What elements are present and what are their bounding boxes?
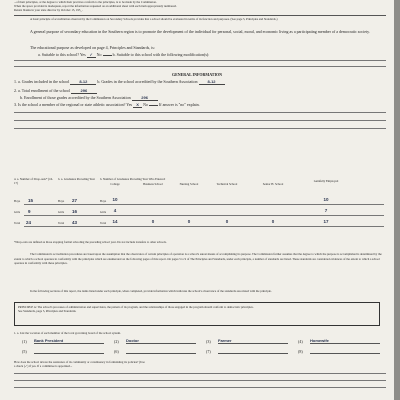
q4-row-rule-3 [24,226,384,227]
top-rule [14,15,386,16]
q4-row-girls-college-label: Girls [100,210,106,214]
suitability-question [38,52,378,58]
principle-a-see-also: See Standards, page 5, Principles and Standards. [18,309,77,314]
q4-row-total-label: Total [14,221,21,225]
q4-girls-dropouts: 9 [28,209,31,214]
vocation-4-number: (4) [298,339,303,344]
q4-row-boys-college-label: Boys [100,199,107,203]
modification-line-2 [14,66,386,67]
q1b-label: b. Grades in the school accredited by the Southern Association [97,79,198,84]
vocation-2-number: (2) [114,339,119,344]
q4-total-senior: 0 [271,219,275,224]
q3-yes-check: X [133,102,142,108]
community-question [14,361,386,369]
vocation-8-number: (8) [298,349,303,354]
page-edge-shadow [394,0,400,400]
q4-entered-header: b. Number of Graduates Preceding Year Who Entered: [100,177,166,181]
question-4-table [14,178,394,236]
vocation-2-value: Doctor [126,338,196,344]
q4-row-rule-2 [24,215,384,216]
community-question-line-2: a check (✓) if yes. If a committee is appointed... [14,363,73,368]
q4-total-college: 14 [112,219,118,224]
q4-boys-dropouts: 15 [28,198,34,203]
q1b-value: 8-12 [199,79,225,85]
intro-paragraph-2: A general purpose of secondary education in the Southern region is to promote the development of the individual for personal, social, moral, and economic living as a participating member of a democratic society. [30,29,370,34]
q4-dropouts-header: 4. a. Number of Drop-outs* (16-17) [14,177,54,185]
q4-col-senior: Senior H. School [262,182,284,186]
question-2b [20,95,394,101]
q4-total-employed: 17 [323,219,329,224]
community-answer-line-2 [14,380,386,381]
top-line-1: ...of their principles, or the degree to which their practices conform to the principles, is to be made by the Commission. [14,0,157,4]
q4-boys-graduates: 27 [72,198,78,203]
suitable-yes-check: ✓ [87,52,96,58]
q3-explain-label: If answer is "no" explain. [158,102,200,107]
community-answer-line-3 [14,387,386,388]
q4-total-graduates: 43 [72,220,78,225]
q4-row-girls-label: Girls [14,210,20,214]
board-vocation-question: 1. a. List the vocation of each member of the local governing board of the school system. [14,331,121,335]
q4-boys-college: 10 [112,197,118,202]
question-1 [14,79,394,85]
q4-row-boys-label: Boys [14,199,21,203]
q1a-value: 8-12 [70,79,96,85]
q4-col-college: College [110,182,120,186]
q2b-label: b. Enrollment of those grades accredited by the Southern Association [20,95,131,100]
general-information-heading: GENERAL INFORMATION [171,72,223,77]
q4-total-nursing: 0 [187,219,191,224]
question-3 [14,102,394,108]
q4-graduates-header: b. a. Graduates Preceding Year [58,177,95,181]
q3-explain-line-3 [14,128,386,129]
principles-paragraph-1: The Commission's accreditation procedures are based upon the assumption that the observance of certain principles of operation is a school's surest means of accomplishing its purpose. The Commission further assumes that the degree to which the purpose is accomplished is determined by the extent to which a school operates in conformity with the principles which are enumerated on the following pages of this report. On pages 5 to 9 of The Principles and Standards, under each principle, a number of standards are listed. These standards are considered evidences of the extent to which a school operates in conformity with these principles. [14,252,382,266]
question-2a [14,88,394,94]
q2a-value: 296 [71,88,97,94]
vocation-3-number: (3) [206,339,211,344]
q4-boys-employed: 10 [323,197,329,202]
q4-row-total-college-label: Total [100,221,107,225]
vocations-row-2 [22,349,386,357]
intro-paragraph-1: A basic principle of accreditation observed by the Commission on Secondary Schools provides that a school should be evaluated in terms of its function and purposes. (See page 5, Principles and Standards.) [30,17,278,21]
q3-explain-line-2 [14,120,386,121]
q4-row-total-grad-label: Total [58,221,65,225]
community-question-line-1: How does the school devote the assistance of its community or constituency in formulating its policies? (Use [14,360,145,364]
community-answer-line-1 [14,373,386,374]
vocation-1-value: Bank President [34,338,104,344]
principle-a-box [14,302,380,326]
vocation-5-blank [34,353,104,354]
q4-col-nursing: Nursing School [179,182,199,186]
q4-row-girls-grad-label: Girls [58,210,64,214]
suitable-no-label: No [96,52,102,57]
q3-explain-line-1 [14,112,386,113]
vocation-6-blank [126,353,196,354]
suitable-yes-label: a. Suitable to this school? Yes [38,52,86,57]
q4-row-boys-grad-label: Boys [58,199,65,203]
q4-col-employed: Gainfully Employed [313,179,339,183]
vocation-5-number: (5) [22,349,27,354]
q4-girls-employed: 7 [324,208,328,213]
top-instructions [14,1,384,12]
q4-girls-college: 4 [113,208,117,213]
q4-girls-graduates: 16 [72,209,78,214]
q4-total-dropouts: 24 [26,220,32,225]
principle-a-text: PRINCIPLE A: The school's processes of administration and supervision, the pattern of its program, and the relationships of those engaged in the program should conform to democratic principles. [18,305,254,309]
q2a-label: 2. a. Total enrollment of the school [14,88,70,93]
vocation-7-number: (7) [206,349,211,354]
vocation-3-value: Farmer [218,338,288,344]
q3-no-blank [149,105,158,106]
vocation-1-number: (1) [22,339,27,344]
q4-col-business: Business School [143,182,163,186]
top-line-2: When the space provided is inadequate, report the information requested on an additional sheet with each item appropriately numbered. [14,3,177,8]
q4-total-technical: 0 [225,219,229,224]
q3-label: 3. Is the school a member of the regional or state athletic association? Yes [14,102,133,107]
vocations-row-1 [22,338,386,348]
suitable-modification-label: b. Suitable to this school with the following modification(s): [112,52,210,57]
dropout-footnote: *Drop-outs are defined as those stopping formal schooling the preceding school year. Do not include transfers to other schools. [14,240,167,244]
principles-paragraph-2: In the following sections of this report, the items listed under each principle, when completed, provide information which indicates the school's observance of the standards associated with the principle. [30,289,272,293]
q3-no-label: No [143,102,148,107]
intro-paragraph-3: The educational purpose as developed on page 4, Principles and Standards, is: [30,45,155,50]
q1a-label: 1. a. Grades included in the school [14,79,70,84]
vocation-8-blank [310,353,380,354]
modification-line-1 [14,60,386,61]
q4-total-business: 0 [151,219,155,224]
q2b-value: 296 [132,95,158,101]
vocation-7-blank [218,353,288,354]
q4-row-rule-1 [24,204,384,205]
vocation-4-value: Homewife [310,338,380,344]
q4-col-technical: Technical School [216,182,238,186]
vocation-6-number: (6) [114,349,119,354]
suitable-no-blank [103,55,112,56]
top-line-3: Return blanks in your state director by October 15, 195_. [14,7,83,12]
